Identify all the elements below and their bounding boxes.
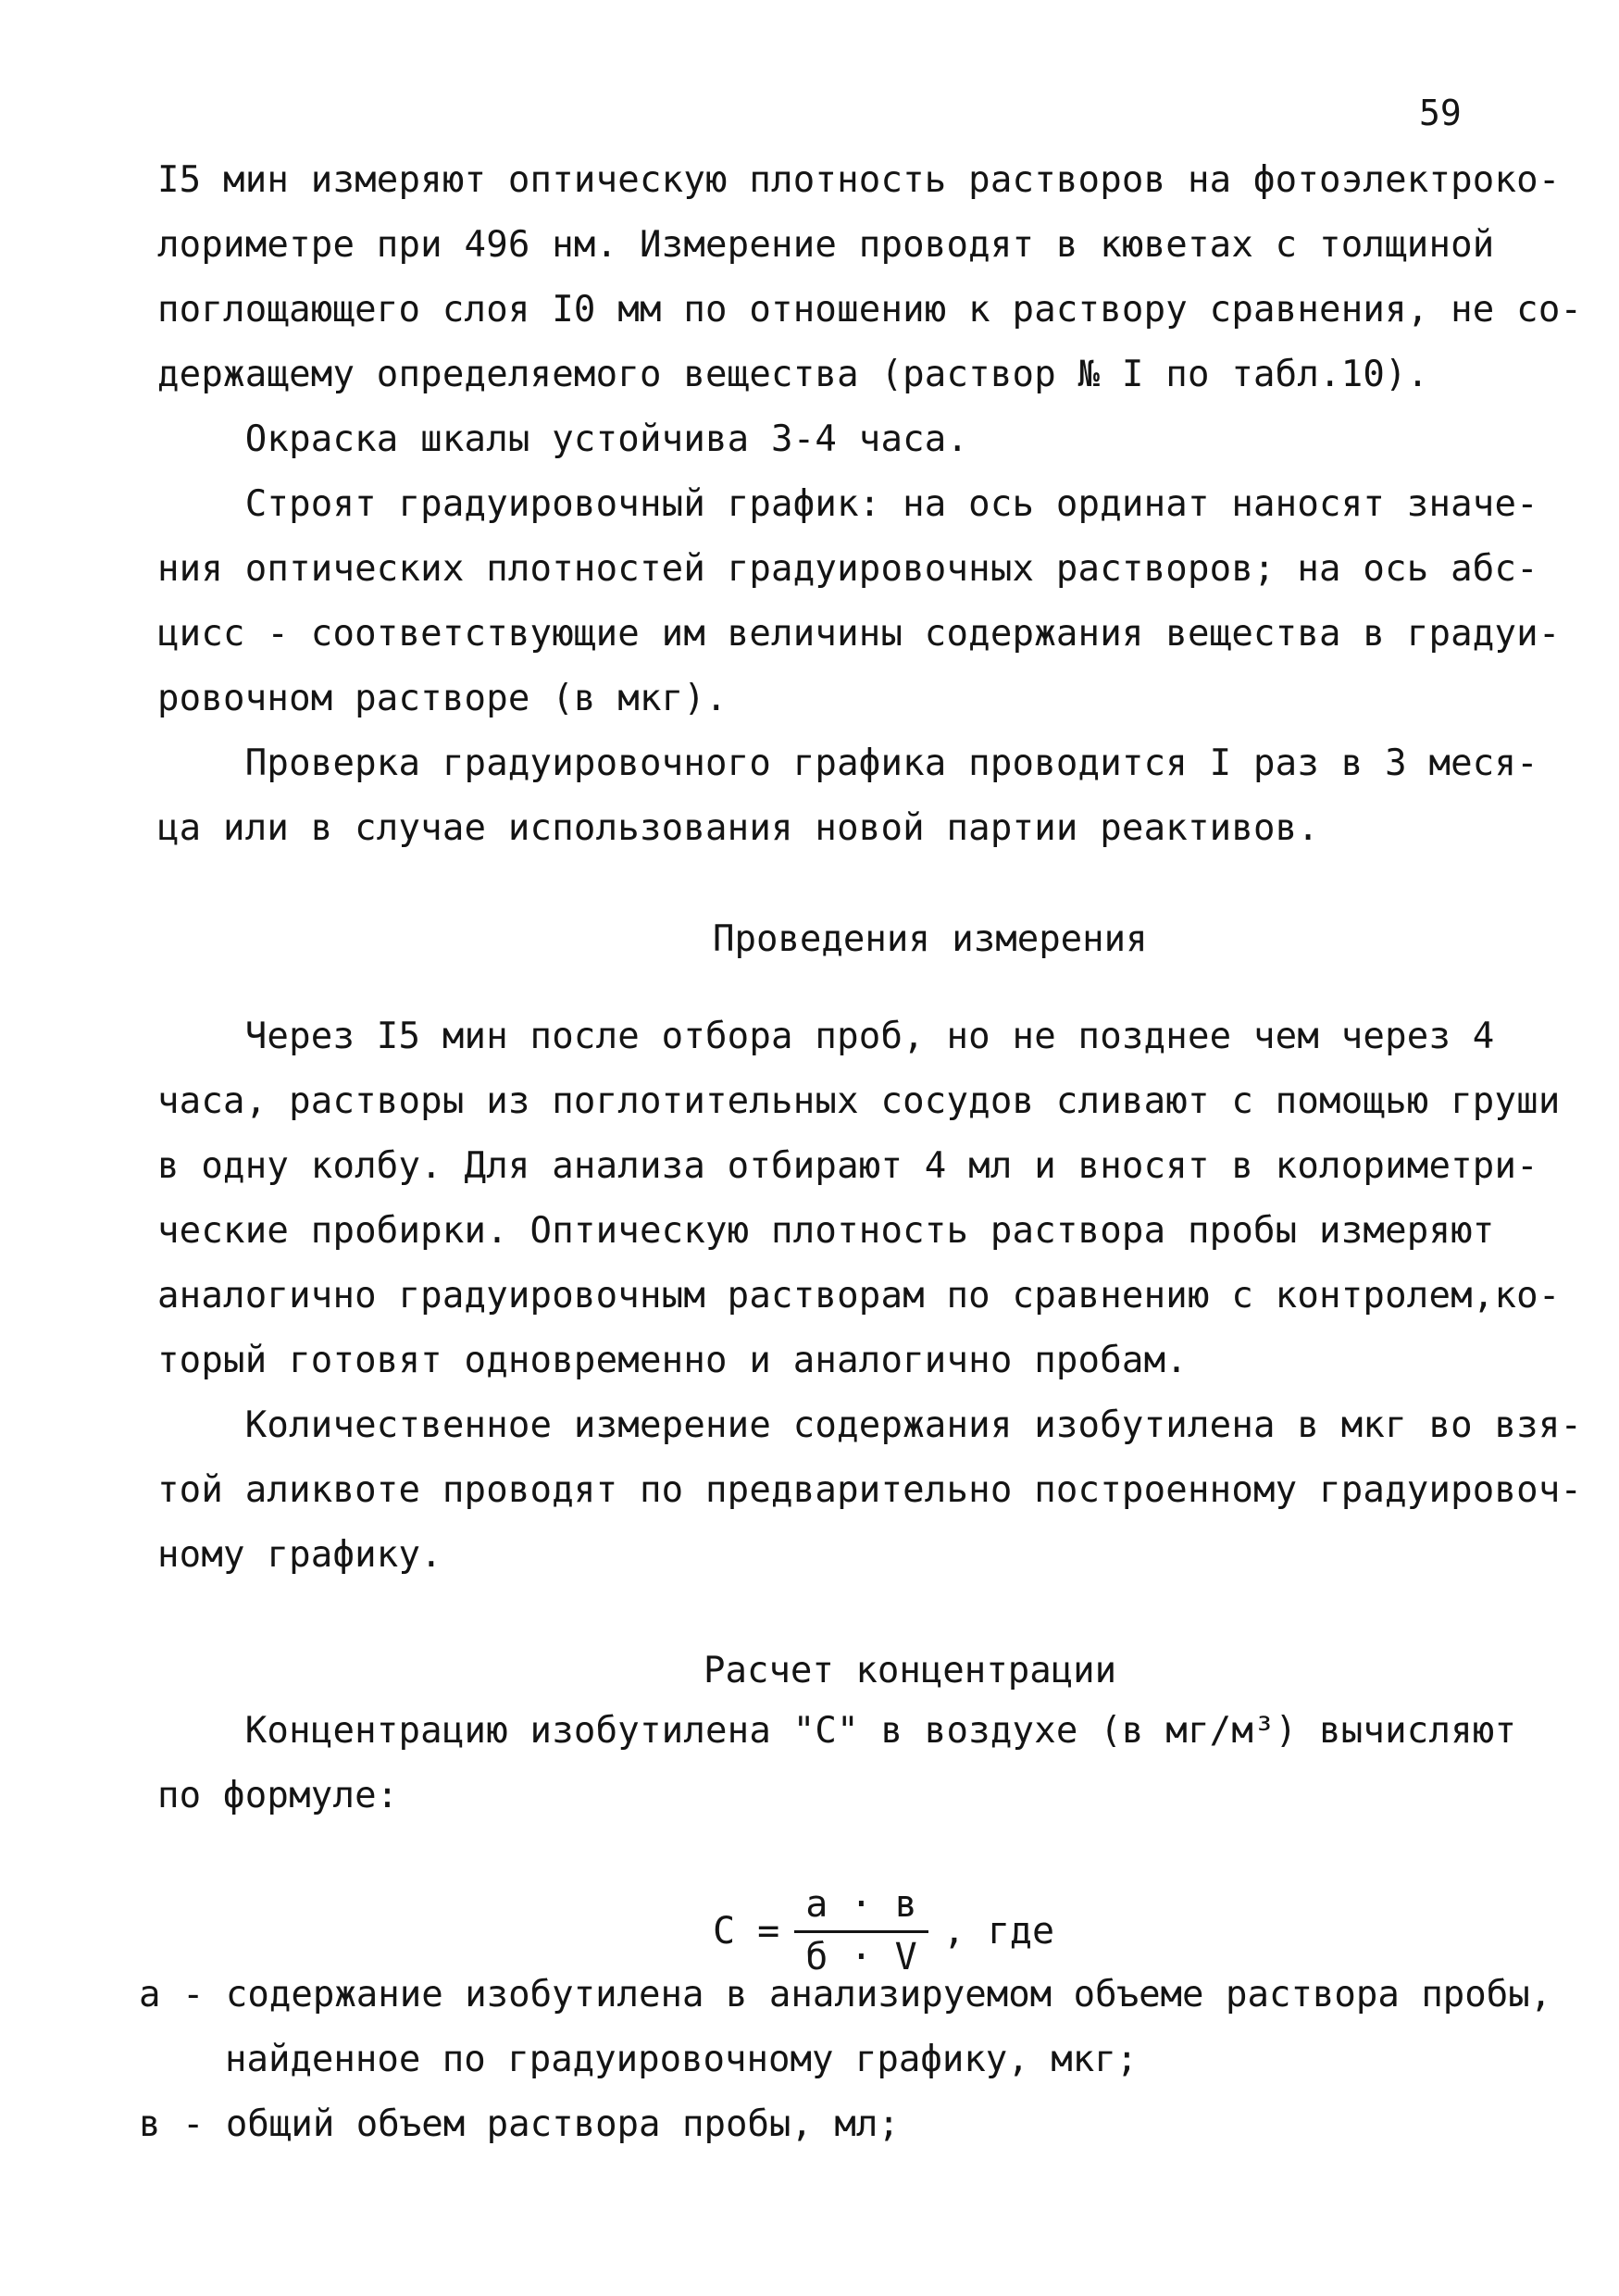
text-line: ния оптических плотностей градуировочных растворов; на ось абс- bbox=[157, 548, 1538, 590]
text-line: поглощающего слоя I0 мм по отношению к раствору сравнения, не со- bbox=[157, 289, 1583, 331]
text-line: ному графику. bbox=[157, 1534, 442, 1576]
paragraph-quantitative-measurement bbox=[157, 1393, 1582, 1588]
heading-measurement: Проведения измерения bbox=[713, 918, 1148, 960]
text-line: по формуле: bbox=[157, 1775, 399, 1816]
definition-b: в - общий объем раствора пробы, мл; bbox=[139, 2103, 900, 2145]
formula-lhs: С = bbox=[713, 1909, 780, 1953]
text-line: ческие пробирки. Оптическую плотность раствора пробы измеряют bbox=[157, 1210, 1495, 1252]
text-line: торый готовят одновременно и аналогично пробам. bbox=[157, 1340, 1188, 1381]
text-line: цисс - соответствующие им величины содержания вещества в градуи- bbox=[157, 613, 1561, 655]
paragraph-graph-check bbox=[157, 731, 1538, 861]
text-line: часа, растворы из поглотительных сосудов сливают с помощью груши bbox=[157, 1080, 1561, 1122]
paragraph-measurement-procedure bbox=[157, 1004, 1561, 1393]
text-line: лориметре при 496 нм. Измерение проводят в кюветах с толщиной bbox=[157, 224, 1495, 266]
text-line: Концентрацию изобутилена "С" в воздухе (в мг/м³) вычисляют bbox=[157, 1710, 1517, 1752]
text-line: держащему определяемого вещества (раствор № I по табл.10). bbox=[157, 354, 1429, 395]
text-line: Количественное измерение содержания изобутилена в мкг во взя- bbox=[157, 1404, 1583, 1446]
paragraph-optical-density bbox=[157, 148, 1582, 407]
definition-a: а - содержание изобутилена в анализируемом объеме раствора пробы, bbox=[139, 1974, 1552, 2015]
text-line: ровочном растворе (в мкг). bbox=[157, 678, 728, 719]
text-line: ца или в случае использования новой партии реактивов. bbox=[157, 807, 1320, 849]
heading-calculation: Расчет концентрации bbox=[704, 1650, 1117, 1691]
definition-a-continued: найденное по градуировочному графику, мкг; bbox=[225, 2039, 1139, 2080]
page-number: 59 bbox=[1419, 93, 1462, 133]
text-line: в одну колбу. Для анализа отбирают 4 мл и вносят в колориметри- bbox=[157, 1145, 1538, 1187]
text-line: Строят градуировочный график: на ось ординат наносят значе- bbox=[157, 483, 1538, 525]
paragraph-color-stability bbox=[157, 407, 968, 472]
formula-numerator: а · в bbox=[794, 1884, 928, 1933]
text-line: Окраска шкалы устойчива 3-4 часа. bbox=[157, 418, 969, 460]
text-line: аналогично градуировочным растворам по сравнению с контролем,ко- bbox=[157, 1275, 1561, 1316]
definitions-list bbox=[139, 1963, 1551, 2157]
text-line: Через I5 мин после отбора проб, но не позднее чем через 4 bbox=[157, 1016, 1495, 1057]
text-line: I5 мин измеряют оптическую плотность растворов на фотоэлектроко- bbox=[157, 159, 1561, 201]
paragraph-calc-intro bbox=[157, 1699, 1516, 1828]
paragraph-calibration-graph bbox=[157, 472, 1561, 731]
formula-denominator: б · V bbox=[805, 1936, 917, 1978]
formula-suffix: , где bbox=[942, 1909, 1055, 1953]
text-line: той аликвоте проводят по предварительно построенному градуировоч- bbox=[157, 1469, 1583, 1511]
text-line: Проверка градуировочного графика проводится I раз в 3 меся- bbox=[157, 742, 1538, 784]
